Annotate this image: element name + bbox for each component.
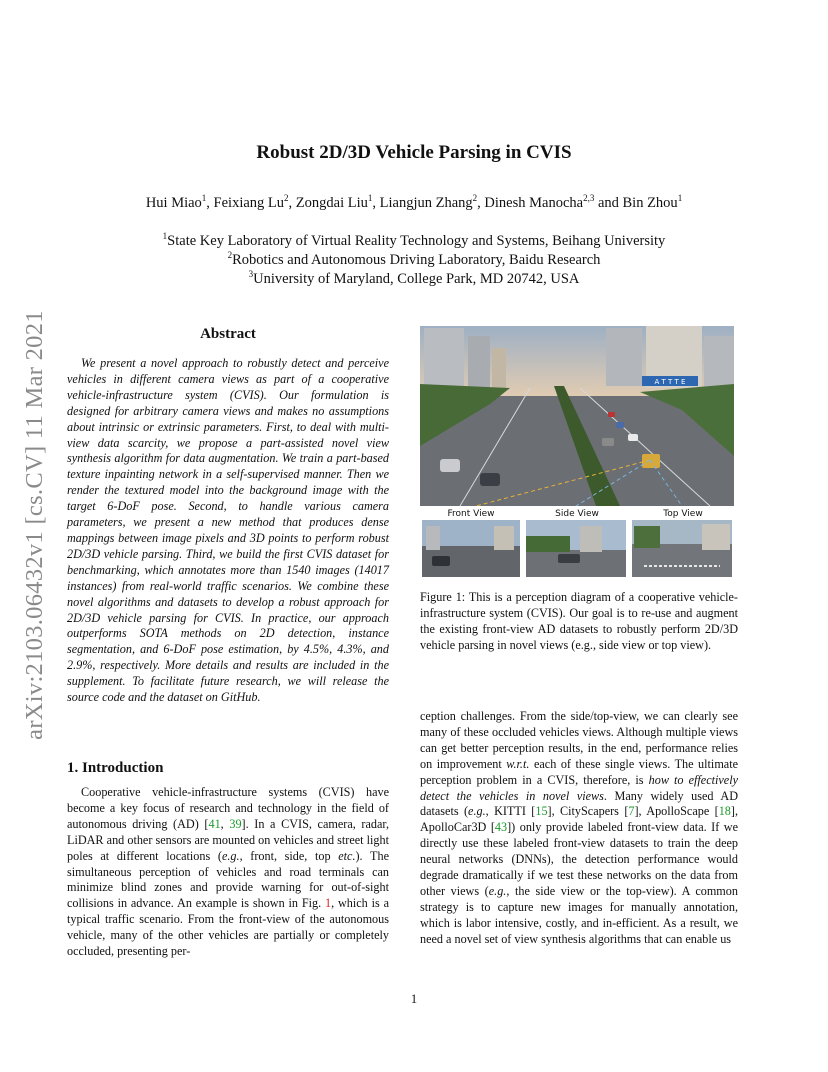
abstract-body: We present a novel approach to robustly detect and perceive vehicles in different camera views as part of a cooperative vehicle-infrastructure system (CVIS). Our formulation is designed for arbitrary camera views and makes no assumptions about intrinsic or extrinsic parameters. First, to deal with multi-view data scarcity, we propose a part-assisted novel view synthesis algorithm for data augmentation. We train a part-based texture inpainting network in a self-supervised manner. Then we render the textured model into the background image with the target 6-DoF pose. Second, to handle various camera parameters, we present a new method that produces dense mappings between image pixels and 3D points to perform robust 2D/3D vehicle parsing. Third, we build the first CVIS dataset for benchmarking, which annotates more than 1540 images (14017 instances) from real-world traffic scenarios. We combine these novel algorithms and datasets to develop a robust approach for 2D/3D vehicle parsing for CVIS. In practice, our approach outperforms SOTA methods on 2D detection, instance segmentation, and 6-DoF pose estimation, by 4.5%, 4.3%, and 2.9%, respectively. More details and results are included in the supplement. To facilitate future research, we will release the source code and the dataset on GitHub. bbox=[67, 356, 389, 705]
affiliation-text: Robotics and Autonomous Driving Laboratory, Baidu Research bbox=[232, 252, 601, 268]
author-name: and Bin Zhou bbox=[594, 195, 678, 211]
citation-link[interactable]: 39 bbox=[229, 816, 242, 831]
citation-link[interactable]: 43 bbox=[494, 820, 508, 835]
affiliation-2 bbox=[0, 252, 828, 269]
introduction-continued: ception challenges. From the side/top-view, we can clearly see many of these occluded vehicles views. Although multiple views can get better perception results, in the end, performance relies on improvement w.r.t. each of these single views. The ultimate perception problem in a CVIS, therefore, is how to effectively detect the vehicles in novel views. Many widely used AD datasets (e.g., KITTI [15], CityScapers [7], ApolloScape [18], ApolloCar3D [43]) only provide labeled front-view data. If we directly use these labeled front-view datasets to train the deep neural networks (DNNs), the detection performance would degrade dramatically if we test these networks on the data from other views (e.g., the side view or the top-view). A common strategy is to capture new images for manually annotation, which is labor intensive, costly, and in-efficient. As a result, we need a novel set of view synthesis algorithms that can enable us bbox=[420, 709, 739, 946]
view-label-side: Side View bbox=[555, 509, 599, 519]
paper-title: Robust 2D/3D Vehicle Parsing in CVIS bbox=[256, 142, 572, 163]
affiliation-1 bbox=[0, 233, 828, 250]
author-name: , Liangjun Zhang bbox=[372, 195, 473, 211]
abstract-heading: Abstract bbox=[200, 326, 256, 342]
author-sup: 2 bbox=[472, 193, 478, 204]
figure-1-caption: Figure 1: This is a perception diagram of a cooperative vehicle-infrastructure system (CVIS). Our goal is to re-use and augment the existing front-view AD datasets to robustly perform 2D/3D vehicle parsing in novel views (e.g., side view or top view). bbox=[420, 590, 738, 652]
citation-link[interactable]: 18 bbox=[718, 804, 731, 819]
side-view-thumbnail bbox=[526, 520, 626, 577]
author-list bbox=[0, 195, 828, 212]
citation-link[interactable]: 15 bbox=[535, 804, 548, 819]
author-sup: 1 bbox=[677, 193, 683, 204]
affiliation-sup: 2 bbox=[227, 250, 233, 261]
figure-view-panels bbox=[420, 506, 734, 577]
figure-link[interactable]: 1 bbox=[325, 896, 332, 911]
author-name: , Zongdai Liu bbox=[288, 195, 368, 211]
citation-link[interactable]: 7 bbox=[628, 804, 635, 819]
section-heading-introduction: 1. Introduction bbox=[67, 760, 164, 776]
author-name: , Feixiang Lu bbox=[206, 195, 285, 211]
view-label-top: Top View bbox=[663, 509, 703, 519]
affiliation-sup: 1 bbox=[162, 231, 168, 242]
author-name: , Dinesh Manocha bbox=[477, 195, 584, 211]
affiliation-text: State Key Laboratory of Virtual Reality Technology and Systems, Beihang University bbox=[167, 233, 666, 249]
figure-main-scene bbox=[420, 326, 734, 506]
arxiv-identifier bbox=[22, 285, 48, 765]
view-label-front: Front View bbox=[447, 509, 495, 519]
author-sup: 2 bbox=[284, 193, 289, 204]
author-name: Hui Miao bbox=[145, 195, 202, 211]
affiliation-sup: 3 bbox=[248, 269, 254, 280]
affiliation-text: University of Maryland, College Park, MD 20742, USA bbox=[253, 271, 580, 287]
figure-1 bbox=[420, 326, 734, 577]
top-view-thumbnail bbox=[632, 520, 732, 577]
author-sup: 1 bbox=[367, 193, 373, 204]
page-number: 1 bbox=[410, 992, 418, 1006]
affiliation-3 bbox=[0, 271, 828, 288]
author-sup: 1 bbox=[201, 193, 207, 204]
road-sign-text: A T T T E bbox=[654, 378, 686, 386]
author-sup: 2,3 bbox=[583, 193, 595, 204]
arxiv-id-text: arXiv:2103.06432v1 [cs.CV] 11 Mar 2021 bbox=[21, 310, 48, 740]
introduction-paragraph: Cooperative vehicle-infrastructure systems (CVIS) have become a key focus of research and technology in the field of autonomous driving (AD) [41, 39]. In a CVIS, camera, radar, LiDAR and other sensors are mounted on vehicles and street light poles at different locations (e.g., front, side, top etc.). The simultaneous perception of vehicles and road terminals can minimize blind zones and provide warning for out-of-sight collisions in advance. An example is shown in Fig. 1, which is a typical traffic scenario. From the front-view of the autonomous vehicle, many of the other vehicles are partially or completely occluded, presenting per- bbox=[67, 785, 389, 959]
citation-link[interactable]: 41 bbox=[208, 816, 221, 831]
front-view-thumbnail bbox=[422, 520, 520, 577]
